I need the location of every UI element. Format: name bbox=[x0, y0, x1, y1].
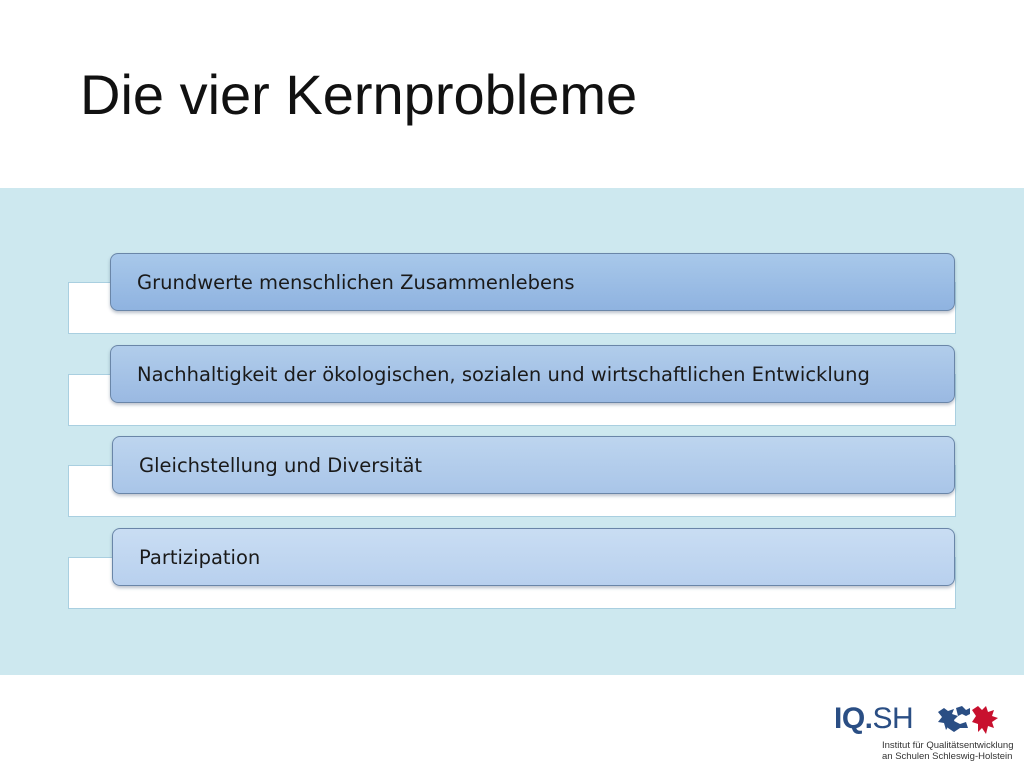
list-item-label: Grundwerte menschlichen Zusammenlebens bbox=[137, 270, 575, 294]
iqsh-logo bbox=[830, 700, 1018, 762]
list-item-pill bbox=[112, 528, 955, 586]
list-item-label: Gleichstellung und Diversität bbox=[139, 453, 423, 477]
list-item-label: Partizipation bbox=[139, 545, 261, 569]
sh-coat-of-arms-icon bbox=[936, 704, 1006, 736]
list-item-pill bbox=[112, 436, 955, 494]
logo-iq: IQ. bbox=[834, 702, 873, 735]
list-item-pill bbox=[110, 253, 955, 311]
logo-subtitle-line2: an Schulen Schleswig-Holstein bbox=[882, 751, 1013, 762]
logo-subtitle bbox=[882, 740, 1013, 762]
logo-subtitle-line1: Institut für Qualitätsentwicklung bbox=[882, 740, 1014, 751]
logo-sh: SH bbox=[872, 702, 914, 735]
content-band bbox=[0, 188, 1024, 675]
logo-wordmark bbox=[834, 702, 913, 736]
list-item-pill bbox=[110, 345, 955, 403]
list-item-label: Nachhaltigkeit der ökologischen, sozialen und wirtschaftlichen Entwicklung bbox=[137, 362, 870, 386]
slide-title: Die vier Kernprobleme bbox=[80, 63, 638, 126]
